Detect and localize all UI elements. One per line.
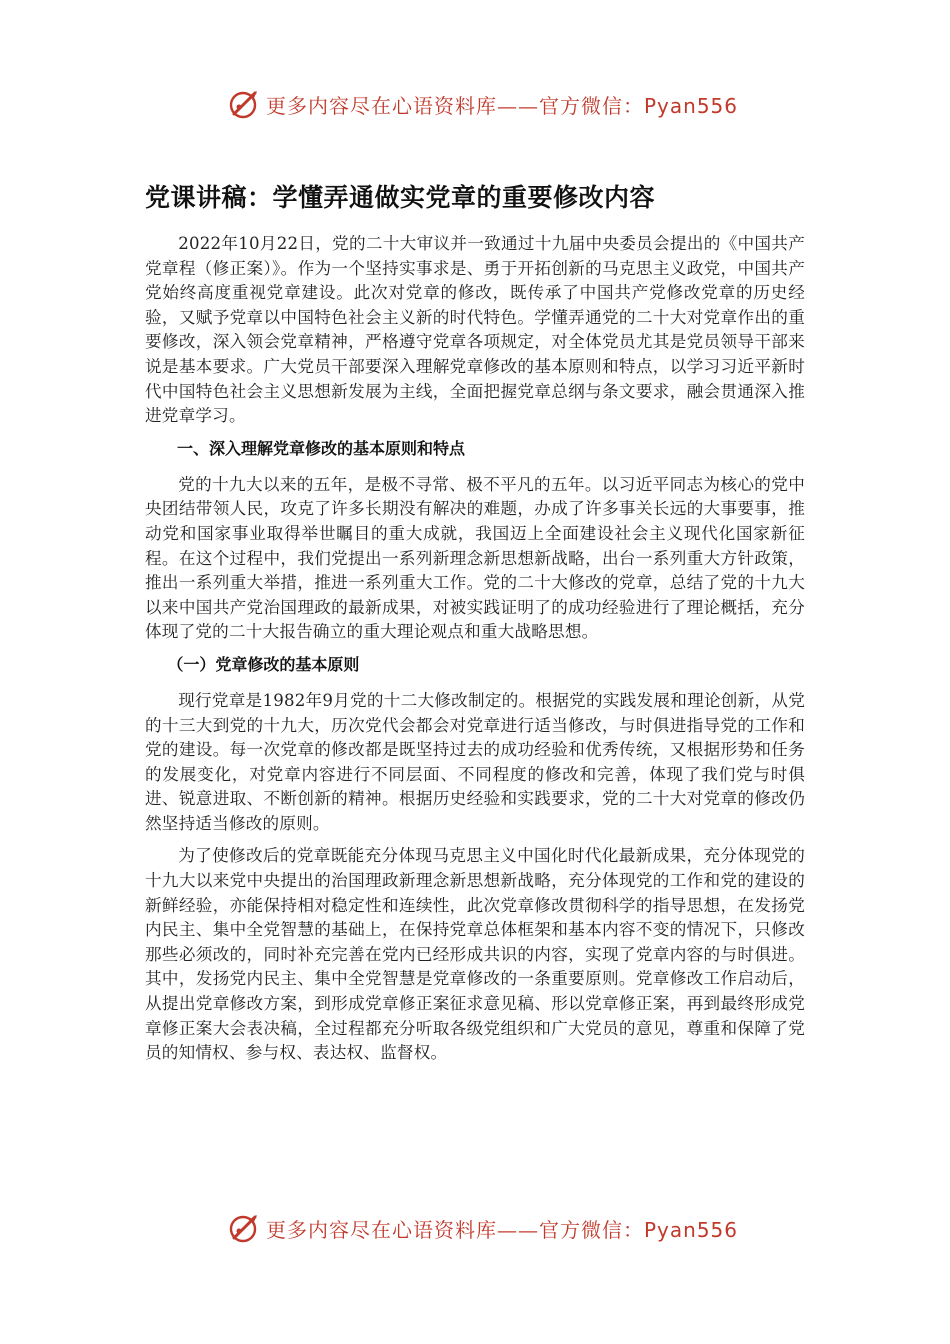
brush-logo-icon xyxy=(228,88,260,120)
paragraph-principles-2: 为了使修改后的党章既能充分体现马克思主义中国化时代化最新成果，充分体现党的十九大以来党中央提出的治国理政新理念新思想新战略，充分体现党的工作和党的建设的新鲜经验，亦能保持相对稳定性和连续性，此次党章修改贯彻科学的指导思想，在发扬党内民主、集中全党智慧的基础上，在保持党章总体框架和基本内容不变的情况下，只修改那些必须改的，同时补充完善在党内已经形成共识的内容，实现了党章内容的与时俱进。其中，发扬党内民主、集中全党智慧是党章修改的一条重要原则。党章修改工作启动后，从提出党章修改方案，到形成党章修正案征求意见稿、形以党章修正案，再到最终形成党章修正案大会表决稿，全过程都充分听取各级党组织和广大党员的意见，尊重和保障了党员的知情权、参与权、表达权、监督权。 xyxy=(145,846,805,1063)
paragraph-section-1: 党的十九大以来的五年，是极不寻常、极不平凡的五年。以习近平同志为核心的党中央团结带领人民，攻克了许多长期没有解决的难题，办成了许多事关长远的大事要事，推动党和国家事业取得举世瞩目的重大成就，我国迈上全面建设社会主义现代化国家新征程。在这个过程中，我们党提出一系列新理念新思想新战略，出台一系列重大方针政策，推出一系列重大举措，推进一系列重大工作。党的二十大修改的党章，总结了党的十九大以来中国共产党治国理政的最新成果，对被实践证明了的成功经验进行了理论概括，充分体现了党的二十大报告确立的重大理论观点和重大战略思想。 xyxy=(145,474,805,642)
section-heading-1: 一、深入理解党章修改的基本原则和特点 xyxy=(177,438,466,458)
watermark-text: 更多内容尽在心语资料库——官方微信：Pyan556 xyxy=(266,93,739,118)
header-watermark xyxy=(0,84,950,124)
paragraph-principles-1: 现行党章是1982年9月党的十二大修改制定的。根据党的实践发展和理论创新，从党的十三大到党的十九大，历次党代会都会对党章进行适当修改，与时俱进指导党的工作和党的建设。每一次党章的修改都是既坚持过去的成功经验和优秀传统，又根据形势和任务的发展变化，对党章内容进行不同层面、不同程度的修改和完善，体现了我们党与时俱进、锐意进取、不断创新的精神。根据历史经验和实践要求，党的二十大对党章的修改仍然坚持适当修改的原则。 xyxy=(145,690,805,833)
subsection-heading-1: （一）党章修改的基本原则 xyxy=(167,654,360,674)
brush-logo-icon xyxy=(228,1212,260,1244)
footer-watermark xyxy=(0,1208,950,1248)
watermark-text: 更多内容尽在心语资料库——官方微信：Pyan556 xyxy=(266,1217,739,1242)
document-body xyxy=(145,232,805,1074)
paragraph-intro: 2022年10月22日，党的二十大审议并一致通过十九届中央委员会提出的《中国共产党章程（修正案）》。作为一个坚持实事求是、勇于开拓创新的马克思主义政党，中国共产党始终高度重视党章建设。此次对党章的修改，既传承了中国共产党修改党章的历史经验，又赋予党章以中国特色社会主义新的时代特色。学懂弄通党的二十大对党章作出的重要修改，深入领会党章精神，严格遵守党章各项规定，对全体党员尤其是党员领导干部来说是基本要求。广大党员干部要深入理解党章修改的基本原则和特点，以学习习近平新时代中国特色社会主义思想新发展为主线，全面把握党章总纲与条文要求，融会贯通深入推进党章学习。 xyxy=(145,234,805,426)
page-title: 党课讲稿：学懂弄通做实党章的重要修改内容 xyxy=(145,183,656,212)
